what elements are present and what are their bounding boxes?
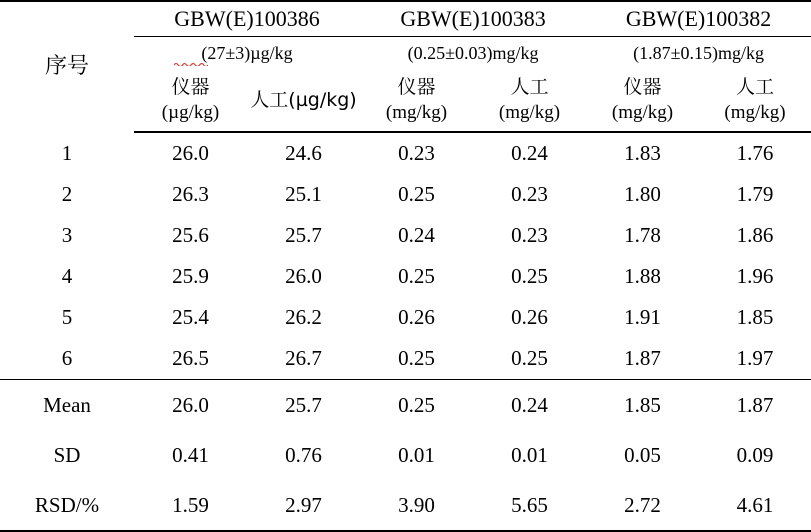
cell: 26.3 — [172, 182, 209, 206]
row-label: 5 — [61, 305, 73, 329]
cell: 1.85 — [736, 305, 774, 329]
table-row — [0, 297, 811, 338]
cell: 0.01 — [398, 443, 435, 467]
row-label: 6 — [0, 338, 134, 380]
cell: 1.80 — [624, 182, 661, 206]
subheader-4-line2: (mg/kg) — [611, 102, 674, 123]
cell: 0.26 — [511, 305, 548, 329]
group-header-0: GBW(E)100386 — [134, 1, 360, 37]
cell: 1.59 — [134, 480, 247, 531]
table-row — [0, 256, 811, 297]
cell: 26.0 — [285, 264, 322, 288]
cell: 1.97 — [699, 338, 811, 380]
subheader-5 — [699, 69, 811, 132]
cell: 0.23 — [511, 223, 548, 247]
subheader-4 — [586, 69, 699, 132]
table-stat-row — [0, 480, 811, 531]
subheader-5-line1: 人工 — [736, 76, 775, 98]
row-label: 1 — [61, 140, 73, 165]
stat-label: RSD/% — [0, 480, 134, 531]
cell: 26.2 — [285, 305, 322, 329]
cell: 25.7 — [285, 393, 322, 417]
cell: 25.7 — [285, 223, 322, 247]
cell: 25.6 — [172, 223, 209, 247]
cell: 26.5 — [134, 338, 247, 380]
cell: 0.25 — [398, 182, 435, 206]
subheader-2 — [360, 69, 473, 132]
subheader-2-line2: (mg/kg) — [385, 102, 448, 123]
row-label: 2 — [61, 182, 73, 206]
cell: 0.23 — [398, 141, 435, 165]
cell: 25.1 — [285, 182, 322, 206]
cell: 0.25 — [473, 338, 586, 380]
cell: 0.25 — [398, 264, 435, 288]
cell: 25.9 — [172, 264, 209, 288]
cell: 2.72 — [586, 480, 699, 531]
subheader-4-line1: 仪器 — [623, 76, 662, 98]
row-label: 3 — [61, 223, 73, 247]
cell: 1.88 — [624, 264, 661, 288]
group-unit-1: (0.25±0.03)mg/kg — [407, 43, 539, 63]
cell: 0.01 — [511, 443, 548, 467]
subheader-3-line1: 人工 — [510, 76, 549, 98]
subheader-0-line2: (µg/kg) — [161, 102, 220, 123]
cell: 0.26 — [398, 305, 435, 329]
table-row — [0, 174, 811, 215]
table-row — [0, 338, 811, 380]
group-unit-0-text: (27±3)µg/kg — [201, 43, 293, 63]
subheader-1 — [247, 69, 360, 132]
cell: 1.83 — [624, 141, 661, 165]
subheader-1-line1: 人工(µg/kg) — [250, 88, 357, 111]
cell: 1.91 — [624, 305, 661, 329]
group-unit-0 — [134, 37, 360, 70]
cell: 26.7 — [247, 338, 360, 380]
table-row — [0, 132, 811, 174]
cell: 1.85 — [624, 393, 661, 417]
cell: 5.65 — [473, 480, 586, 531]
cell: 1.86 — [736, 223, 774, 247]
header-cell-sequence: 序号 — [0, 1, 134, 132]
cell: 0.41 — [172, 443, 209, 467]
cell: 25.4 — [172, 305, 209, 329]
cell: 1.87 — [586, 338, 699, 380]
subheader-0 — [134, 69, 247, 132]
cell: 0.24 — [511, 141, 548, 165]
group-unit-2: (1.87±0.15)mg/kg — [633, 43, 764, 63]
cell: 26.0 — [172, 141, 209, 165]
cell: 0.24 — [511, 393, 548, 417]
cell: 0.25 — [511, 264, 548, 288]
cell: 3.90 — [360, 480, 473, 531]
table-stat-row — [0, 430, 811, 480]
cell: 0.25 — [398, 393, 435, 417]
stat-label: Mean — [43, 393, 91, 417]
subheader-0-line1: 仪器 — [171, 76, 210, 98]
cell: 2.97 — [247, 480, 360, 531]
cell: 4.61 — [699, 480, 811, 531]
stat-label: SD — [53, 443, 81, 467]
cell: 1.87 — [736, 393, 774, 417]
subheader-3 — [473, 69, 586, 132]
row-label: 4 — [61, 264, 73, 288]
cell: 0.25 — [360, 338, 473, 380]
cell: 0.24 — [398, 223, 435, 247]
group-header-1: GBW(E)100383 — [360, 1, 586, 37]
table-row — [0, 215, 811, 256]
cell: 1.96 — [736, 264, 774, 288]
subheader-2-line1: 仪器 — [397, 76, 436, 98]
cell: 1.76 — [736, 141, 774, 165]
cell: 1.78 — [624, 223, 661, 247]
cell: 0.09 — [736, 443, 774, 467]
group-header-2: GBW(E)100382 — [586, 1, 811, 37]
cell: 1.79 — [736, 182, 774, 206]
subheader-3-line2: (mg/kg) — [498, 102, 561, 123]
table-stat-row — [0, 380, 811, 431]
cell: 0.76 — [285, 443, 322, 467]
subheader-5-line2: (mg/kg) — [724, 102, 786, 123]
cell: 26.0 — [172, 393, 209, 417]
table-group-header-row — [0, 1, 811, 37]
cell: 0.05 — [624, 443, 661, 467]
cell: 24.6 — [285, 141, 322, 165]
cell: 0.23 — [511, 182, 548, 206]
